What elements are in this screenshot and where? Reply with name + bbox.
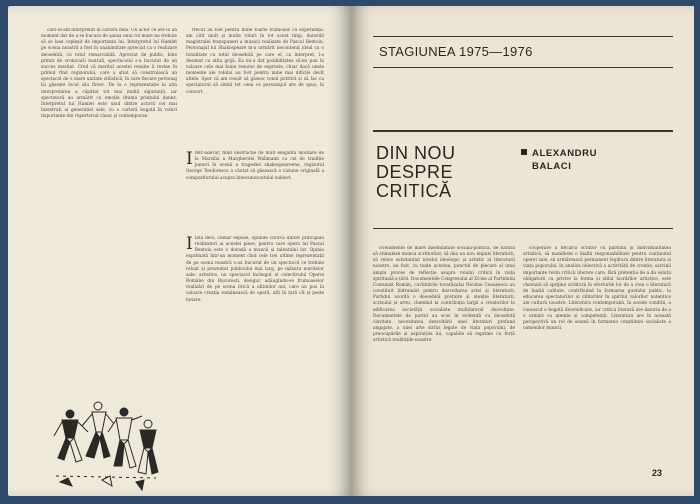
right-col1-text: Evenimente de mare însemnătate socială-politică, de natură să stimuleze munca scriitorilor, să dea un nou impuls literaturii, să relice substanțial nivelul ideologic și artistic al literaturii noastre, au fost, cu toate acestea, punctul de plecare al unui amplu proces de reflecție asupra rolului criticii în viața spirituală a țării. Documentele Congresului al XI-lea al Partidului Comunist Român, cuvîntările tovarășului Nicolae Ceaușescu au constituit îndrumări pentru dezvoltarea artei și literaturii, Partidul acordă o deosebită prețuire și atenție literaturii, scrisului și artei, chemînd la contribuția largă a creatorilor la edificarea societății socialiste multilateral dezvoltate. Documentele de partid au scos în evidență cu deosebită claritate, necesitatea dezvoltării unei literaturi profund angajate, a unei arte strîns legate de viața poporului, de preocupările și aspirațiile lui, capabile să exprime cu forță artistică realitățile noastre. [373,246,515,344]
right-column-1 [373,246,515,492]
right-page [351,6,694,496]
left-col4-text: Iată deci, cumar expuse, opiniile cîtorva dintre principalii realizatori ai acestei piese, pentru care opera lui Pascal Bentoiu este o dovadă a muncii și talentului lor. Opinia exprimată într-un moment cînd cele trei ultime reprezentații de pe scena noastră s-au bucurat de un spectacol ce trebuie reluat și prezentat publicului mai larg, pe măsura meritelor sale: artistice, un spectacol închegat al colectivului Operei Române din București, desigur, adăugîndu-se frumoaselor realizări de pe scena lirică a ultimilor ani, care au pus în valoare creația românească de operă, atît în țară cît și peste hotare. [186,236,324,303]
author-last-name: BALACI [532,161,572,172]
square-bullet-icon [521,149,527,155]
title-bottom-rule [373,228,673,229]
left-page [8,6,351,496]
article-title [376,144,496,201]
section-label: STAGIUNEA 1975—1976 [379,44,533,59]
title-line-3: CRITICĂ [376,181,452,201]
left-column-3 [186,151,324,238]
dropcap-i: I [186,151,193,169]
right-col2-text: cooperare a fiecărui scriitor cu partidul și individualitatea artistică, să manifeste o înaltă responsabilitate pentru conținutul operei sale, să urmărească permanent legătura dintre literatura și viața poporului. In analiza obiectivă a activității de creație, sarcinii importante revin criticii literare care, fără pretenția de a da soluții obligatorii cu privire la forma și stilul lucrărilor artistice, este chemată să sprijine scriitorii în eforturile lor de a crea o literatură de înaltă calitate, contribuind la formarea gustului public, la educarea spectatorilor și cititorilor în spiritul valorilor autentice ale culturii noastre. Literatura contemporană, în aceste condiții, a cunoscut o bogată diversificare, iar critica literară are datoria de a o urmări cu atenție și competență. Literatura are în această perspectivă un rol de seamă în formarea conștiinței socialiste a oamenilor muncii. [523,246,671,332]
top-rule [373,36,673,37]
section-rule [373,67,673,68]
author-first-name: ALEXANDRU [532,148,598,159]
left-column-1 [41,28,177,340]
right-column-2 [523,246,671,468]
left-col3-text: Intr-adevăr, fiind obstrucție de mult eleganta montare de la Marsilia a Margheritei Wallmann cu cei de tradiție puneri în scenă a tragediei shakespeareene, regizorul George Teodorescu a căutat să găsească o viziune originală a compozitorului asupra binecunoscutului subiect. [186,151,324,181]
cubist-figures-illustration [52,386,162,496]
left-col1-text: care le-am interpretat în cariera mea. Un actor ce are la un moment dat de a se bucura de șansa unui rol mare nu trebuie să se lase copleșit de importanța lui. Interpretul lui Hamlet pe scena noastră a fost în unanimitate apreciat ca o realizare deosebită, cu totul remarcabilă. Apreciat de public, bine primit de cronicarii teatrali, spectacolul s-a bucurat de un succes meritat. Cred că meritul acestei reușite îi revine în primul rînd regizorului, care a știut să construiască un spectacol de o mare unitate stilistică, în care fiecare personaj își găsește locul său firesc. De la o reprezentație la alta interpretarea a căpătat tot mai multă siguranță, iar spectatorii au urmărit cu emoție drama prințului danez. Interpretul lui Hamlet este unul dintre actorii cei mai înzestrați ai generației sale, cu o carieră bogată în roluri importante din repertoriul clasic și contemporan. [41,28,177,120]
page-number: 23 [652,468,663,478]
left-col2-text: trecut au fost pentru mine foarte frumoase ca experiență: am citit mult și multe roluri în tot acest timp, datorită magistralei transpuneri a muzicii realizate de Pascal Bentoiu. Personajul lui Shakespeare m-a urmărit neconteniț ideal cu o tonalitate cu totul deosebită pe care el, ca interpret, l-a desenat cu atîta grijă. Ea mi-a dat posibilitatea să-mi pun în valoare cele mai bune resurse de expresie, chiar dacă unele momente ale rolului au fost pentru mine mai dificile decît altele. Sper că am reușit să găsesc tonul potrivit și să fac ca spectatorul să simtă tot ceea ce personajul are de spus, în concert. [186,28,324,95]
title-line-2: DESPRE [376,162,454,182]
left-column-4 [186,236,324,378]
article-author [521,147,597,173]
title-line-1: DIN NOU [376,143,456,163]
dropcap-i-2: I [186,236,193,254]
title-top-rule [373,130,673,132]
